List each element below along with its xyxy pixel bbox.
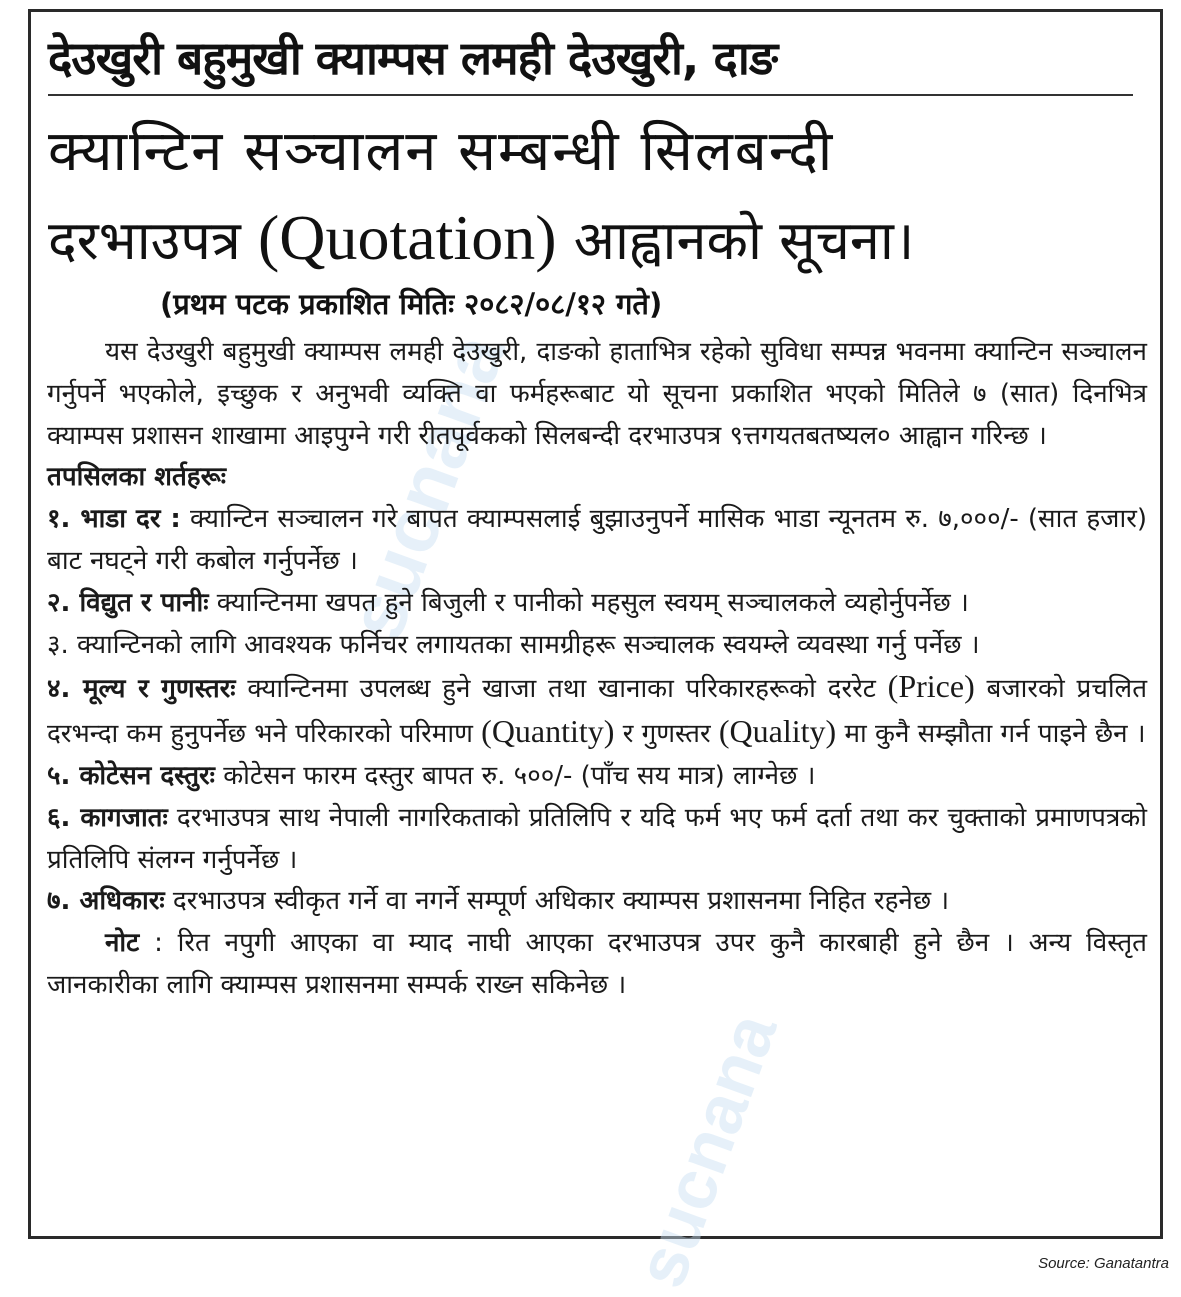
- condition-text-mid2: र गुणस्तर: [614, 719, 719, 750]
- condition-5: [47, 756, 1147, 798]
- condition-4: [47, 666, 1147, 756]
- condition-label: २. विद्युत र पानीः: [47, 587, 209, 618]
- condition-label: ४. मूल्य र गुणस्तरः: [47, 674, 236, 705]
- condition-label: ५. कोटेसन दस्तुरः: [47, 760, 215, 791]
- condition-text-end: मा कुनै सम्झौता गर्न पाइने छैन ।: [836, 719, 1146, 750]
- condition-text-mid: बजारको प्रचलित दरभन्दा कम हुनुपर्नेछ भने परिकारको परिमाण: [47, 674, 1148, 750]
- notice-title-line1: क्यान्टिन सञ्चालन सम्बन्धी सिलबन्दी: [48, 119, 835, 184]
- note-paragraph: [47, 923, 1147, 1007]
- condition-2: [47, 583, 1147, 625]
- campus-header: देउखुरी बहुमुखी क्याम्पस लमही देउखुरी, दाङ: [48, 22, 1133, 96]
- conditions-heading: तपसिलका शर्तहरूः: [47, 462, 227, 493]
- condition-6: [47, 798, 1147, 882]
- condition-label: ७. अधिकारः: [47, 886, 165, 917]
- source-credit: Source: Ganatantra: [1038, 1255, 1169, 1272]
- watermark: sucnana: [330, 322, 522, 651]
- note-text: : रित नपुगी आएका वा म्याद नाघी आएका दरभाउपत्र उपर कुनै कारबाही हुने छैन । अन्य विस्तृत जानकारीका लागि क्याम्पस प्रशासनमा सम्पर्क राख्न सकिनेछ ।: [47, 928, 1147, 1000]
- condition-text: ३. क्यान्टिनको लागि आवश्यक फर्निचर लगायतका सामग्रीहरू सञ्चालक स्वयम्ले व्यवस्था गर्नु पर्नेछ ।: [47, 629, 980, 660]
- title-word-quotation-ne: दरभाउपत्र: [48, 209, 241, 272]
- condition-3: [47, 625, 1147, 667]
- condition-text: कोटेसन फारम दस्तुर बापत रु. ५००/- (पाँच सय मात्र) लाग्नेछ ।: [214, 760, 816, 791]
- condition-text: दरभाउपत्र साथ नेपाली नागरिकताको प्रतिलिपि र यदि फर्म भए फर्म दर्ता तथा कर चुक्ताको प्रमाणपत्रको प्रतिलिपि संलग्न गर्नुपर्नेछ ।: [47, 802, 1147, 875]
- term-quantity: (Quantity): [481, 713, 615, 750]
- condition-text: क्यान्टिनमा खपत हुने बिजुली र पानीको महसुल स्वयम् सञ्चालकले व्यहोर्नुपर्नेछ ।: [208, 587, 969, 618]
- condition-text: क्यान्टिन सञ्चालन गरे बापत क्याम्पसलाई बुझाउनुपर्ने मासिक भाडा न्यूनतम रु. ७,०००/- (सात हजार) बाट नघट्ने गरी कबोल गर्नुपर्नेछ ।: [47, 504, 1147, 576]
- term-price: (Price): [887, 668, 975, 705]
- condition-label: १. भाडा दर :: [47, 504, 181, 535]
- term-quality: (Quality): [718, 713, 837, 750]
- notice-title-line2: [48, 198, 1148, 281]
- condition-text: दरभाउपत्र स्वीकृत गर्ने वा नगर्ने सम्पूर्ण अधिकार क्याम्पस प्रशासनमा निहित रहनेछ ।: [164, 886, 950, 917]
- notice-body: [47, 332, 1147, 1007]
- intro-paragraph: यस देउखुरी बहुमुखी क्याम्पस लमही देउखुरी, दाङको हाताभित्र रहेको सुविधा सम्पन्न भवनमा क्यान्टिन सञ्चालन गर्नुपर्ने भएकोले, इच्छुक र अनुभवी व्यक्ति वा फर्महरूबाट यो सूचना प्रकाशित भएको मितिले ७ (सात) दिनभित्र क्याम्पस प्रशासन शाखामा आइपुग्ने गरी रीतपूर्वकको सिलबन्दी दरभाउपत्र ९त्तगयतबतष्यल० आह्वान गरिन्छ ।: [47, 337, 1147, 451]
- title-word-invitation: आह्वानको सूचना।: [573, 209, 915, 272]
- condition-1: [47, 499, 1147, 583]
- condition-label: ६. कागजातः: [47, 802, 168, 833]
- watermark-lower: sucnana: [620, 1003, 792, 1297]
- note-label: नोट: [105, 928, 140, 959]
- condition-text: क्यान्टिनमा उपलब्ध हुने खाजा तथा खानाका परिकारहरूको दररेट: [235, 674, 888, 705]
- publish-date: (प्रथम पटक प्रकाशित मितिः २०८२/०८/१२ गते): [160, 287, 663, 321]
- title-word-quotation-en: (Quotation): [257, 202, 557, 273]
- condition-7: [47, 881, 1147, 923]
